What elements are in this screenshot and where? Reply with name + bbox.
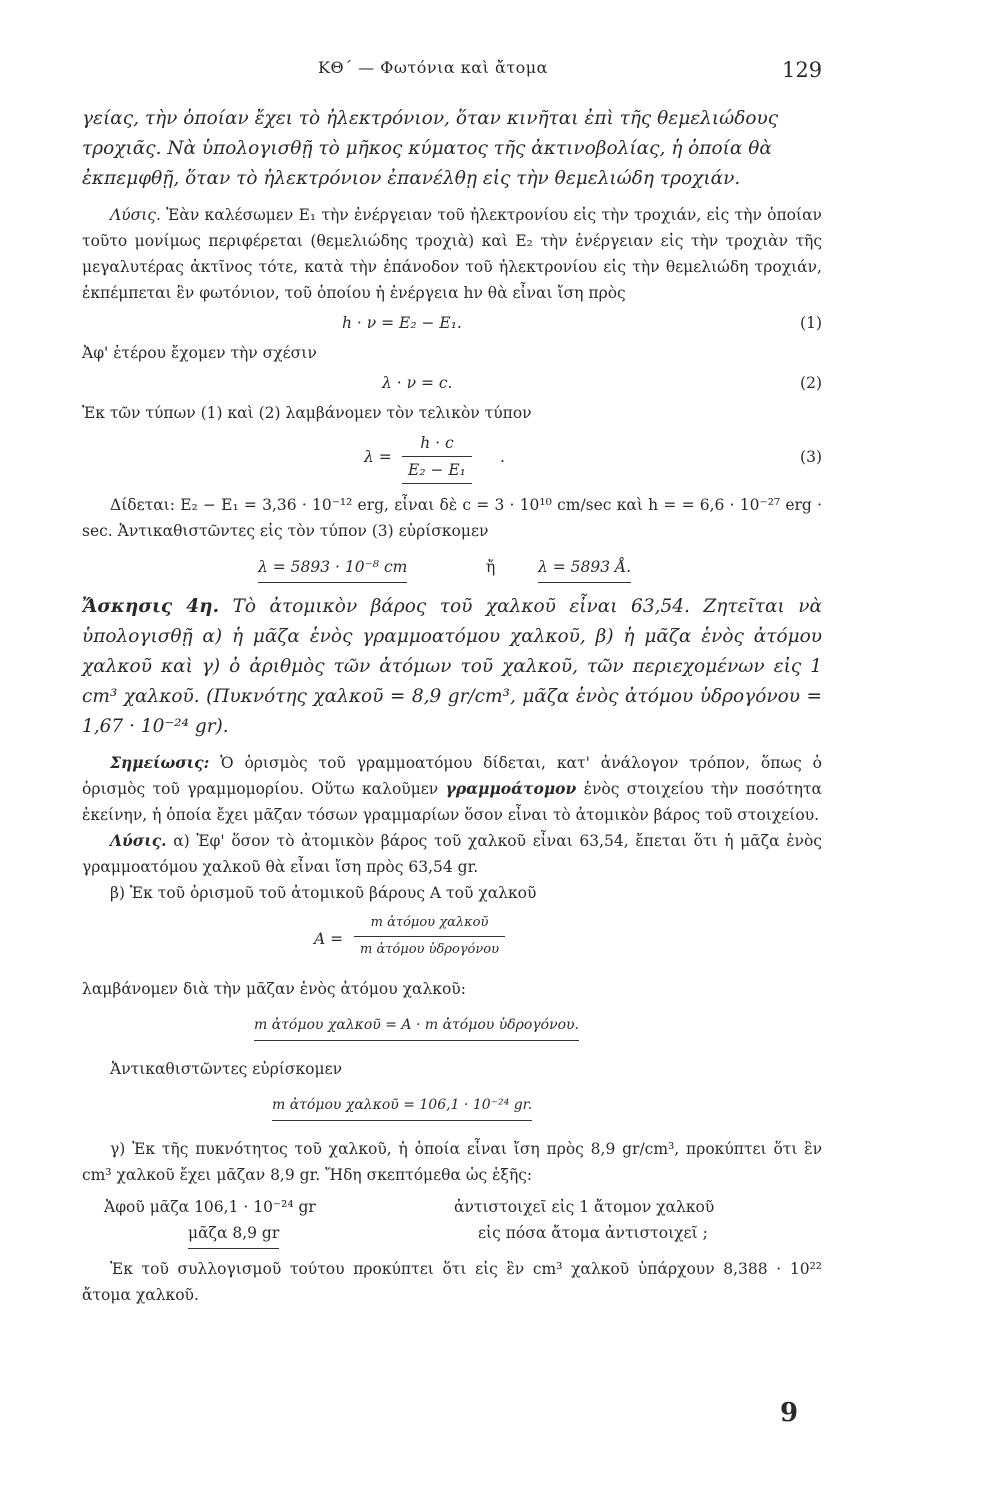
intro-line-1: γείας, τὴν ὁποίαν ἔχει τὸ ἠλεκτρόνιον, ὅταν κινῆται ἐπὶ τῆς θεμελιώδους xyxy=(82,108,779,129)
equation-2-number: (2) xyxy=(800,374,822,392)
solution-2-part-a xyxy=(82,828,822,880)
intro-line-2: τροχιᾶς. Νὰ ὑπολογισθῇ τὸ μῆκος κύματος τῆς ἀκτινοβολίας, ἡ ὁποία θὰ xyxy=(82,138,772,159)
page-body xyxy=(82,104,822,1308)
signature-mark: 9 xyxy=(780,1398,799,1428)
substitution-text: Ἀντικαθιστῶντες εὑρίσκομεν xyxy=(110,1060,343,1078)
exercise-paragraph xyxy=(82,592,822,742)
take-text: λαμβάνομεν διὰ τὴν μᾶζαν ἑνὸς ἀτόμου χαλκοῦ: xyxy=(82,980,466,998)
from-formulas-text: Ἐκ τῶν τύπων (1) καὶ (2) λαμβάνομεν τὸν τελικὸν τύπον xyxy=(82,404,532,422)
relation-text: Ἀφ' ἑτέρου ἔχομεν τὴν σχέσιν xyxy=(82,344,317,362)
given-paragraph: Δίδεται: E₂ − E₁ = 3,36 · 10⁻¹² erg, εἶναι δὲ c = 3 · 10¹⁰ cm/sec καὶ h = = 6,6 · 10⁻²⁷ erg · sec. Ἀντικαθιστῶντες εἰς τὸν τύπον (3) εὑρίσκομεν xyxy=(82,496,822,540)
running-head: ΚΘ΄ — Φωτόνια καὶ ἄτομα xyxy=(318,58,548,77)
atomic-weight-numerator: m ἀτόμου χαλκοῦ xyxy=(370,915,489,930)
result-cm: λ = 5893 · 10⁻⁸ cm xyxy=(258,554,407,583)
equation-1-expr: h · ν = E₂ − E₁. xyxy=(342,314,462,332)
solution-1-label: Λύσις. xyxy=(110,206,161,224)
exercise-text: Τὸ ἀτομικὸν βάρος τοῦ χαλκοῦ εἶναι 63,54. Ζητεῖται νὰ ὑπολογισθῇ α) ἡ μᾶζα ἑνὸς γραμμοατόμου χαλκοῦ, β) ἡ μᾶζα ἑνὸς ἀτόμου χαλκοῦ καὶ γ) ὁ ἀριθμὸς τῶν ἀτόμων τοῦ χαλκοῦ, τῶν περιεχομένων εἰς 1 cm³ χαλκοῦ. (Πυκνότης χαλκοῦ = 8,9 gr/cm³, μᾶζα ἑνὸς ἀτόμου ὑδρογόνου = 1,67 · 10⁻²⁴ gr). xyxy=(82,596,822,737)
atomic-weight-lhs: A = xyxy=(314,930,344,948)
mass-value-equation xyxy=(82,1092,822,1126)
mass-equation xyxy=(82,1012,822,1046)
note-term: γραμμοάτομον xyxy=(445,779,577,798)
result-or: ἤ xyxy=(486,558,496,576)
solution-1-text: Ἐὰν καλέσωμεν E₁ τὴν ἐνέργειαν τοῦ ἠλεκτρονίου εἰς τὴν τροχιάν, εἰς τὴν ὁποίαν τοῦτο μονίμως περιφέρεται (θεμελιώδης τροχιὰ) καὶ E₂ τὴν ἐνέργειαν εἰς τὴν τροχιὰν τῆς μεγαλυτέρας ἀκτῖνος τότε, κατὰ τὴν ἐπάνοδον τοῦ ἠλεκτρονίου εἰς τὴν θεμελιώδη τροχιάν, ἐκπέμπεται ἓν φωτόνιον, τοῦ ὁποίου ἡ ἐνέργεια hν θὰ εἶναι ἴση πρὸς xyxy=(82,206,822,302)
note-label: Σημείωσις: xyxy=(110,753,210,772)
solution-2-part-a-text: α) Ἐφ' ὅσον τὸ ἀτομικὸν βάρος τοῦ χαλκοῦ εἶναι 63,54, ἔπεται ὅτι ἡ μᾶζα ἑνὸς γραμμοατόμου χαλκοῦ θὰ εἶναι ἴση πρὸς 63,54 gr. xyxy=(82,832,822,876)
equation-1 xyxy=(82,308,822,338)
mass-value-expr: m ἀτόμου χαλκοῦ = 106,1 · 10⁻²⁴ gr. xyxy=(272,1092,532,1121)
solution-2-part-c: γ) Ἐκ τῆς πυκνότητος τοῦ χαλκοῦ, ἡ ὁποία εἶναι ἴση πρὸς 8,9 gr/cm³, προκύπτει ὅτι ἓν cm³ χαλκοῦ ἔχει μᾶζαν 8,9 gr. Ἤδη σκεπτόμεθα ὡς ἑξῆς: xyxy=(82,1140,822,1184)
conclusion-paragraph: Ἐκ τοῦ συλλογισμοῦ τούτου προκύπτει ὅτι εἰς ἓν cm³ χαλκοῦ ὑπάρχουν 8,388 · 10²² ἄτομα χαλκοῦ. xyxy=(82,1260,822,1304)
atomic-weight-frac xyxy=(354,910,505,963)
page-number: 129 xyxy=(782,58,823,82)
equation-2 xyxy=(82,368,822,398)
syllogism-line-2 xyxy=(82,1220,822,1246)
note-text: Ὁ ὁρισμὸς τοῦ γραμμοατόμου δίδεται, κατ' ἀνάλογον τρόπον, ὅπως ὁ ὁρισμὸς τοῦ γραμμομορίου. Οὕτω καλοῦμεν xyxy=(82,754,822,798)
atomic-weight-fraction xyxy=(82,910,822,972)
solution-1-paragraph xyxy=(82,202,822,306)
note-text-2: ἑνὸς στοιχείου τὴν ποσότητα ἐκείνην, ἡ ὁποία ἔχει μᾶζαν τόσων γραμμαρίων ὅσον εἶναι τὸ ἀτομικὸν βάρος τοῦ στοιχείου. xyxy=(82,780,822,824)
equation-3-fraction xyxy=(402,430,472,484)
equation-2-expr: λ · ν = c. xyxy=(382,374,453,392)
result-line xyxy=(82,550,822,584)
solution-2-label: Λύσις. xyxy=(110,831,167,850)
syllogism-2-left: μᾶζα 8,9 gr xyxy=(188,1220,279,1249)
equation-3-dot: . xyxy=(500,448,505,466)
syllogism-line-1 xyxy=(82,1194,822,1220)
equation-3 xyxy=(82,430,822,488)
equation-3-denominator: E₂ − E₁ xyxy=(402,456,472,484)
atomic-weight-denominator: m ἀτόμου ὑδρογόνου xyxy=(354,936,505,963)
equation-1-number: (1) xyxy=(800,314,822,332)
equation-3-number: (3) xyxy=(800,448,822,466)
equation-3-lhs: λ = xyxy=(364,448,392,466)
syllogism-1-right: ἀντιστοιχεῖ εἰς 1 ἄτομον χαλκοῦ xyxy=(454,1198,715,1216)
exercise-label: Ἄσκησις 4η. xyxy=(82,596,220,617)
equation-3-numerator: h · c xyxy=(420,434,454,452)
note-paragraph xyxy=(82,750,822,828)
syllogism-2-right: εἰς πόσα ἄτομα ἀντιστοιχεῖ ; xyxy=(478,1224,708,1242)
result-angstrom: λ = 5893 Å. xyxy=(538,554,631,583)
mass-equation-expr: m ἀτόμου χαλκοῦ = A · m ἀτόμου ὑδρογόνου. xyxy=(254,1012,579,1041)
solution-2-part-b-intro: β) Ἐκ τοῦ ὁρισμοῦ τοῦ ἀτομικοῦ βάρους A τοῦ χαλκοῦ xyxy=(110,884,537,902)
page-header xyxy=(0,54,987,84)
intro-line-3: ἐκπεμφθῇ, ὅταν τὸ ἠλεκτρόνιον ἐπανέλθῃ εἰς τὴν θεμελιώδη τροχιάν. xyxy=(82,168,741,189)
syllogism-1-left: Ἀφοῦ μᾶζα 106,1 · 10⁻²⁴ gr xyxy=(104,1198,316,1216)
